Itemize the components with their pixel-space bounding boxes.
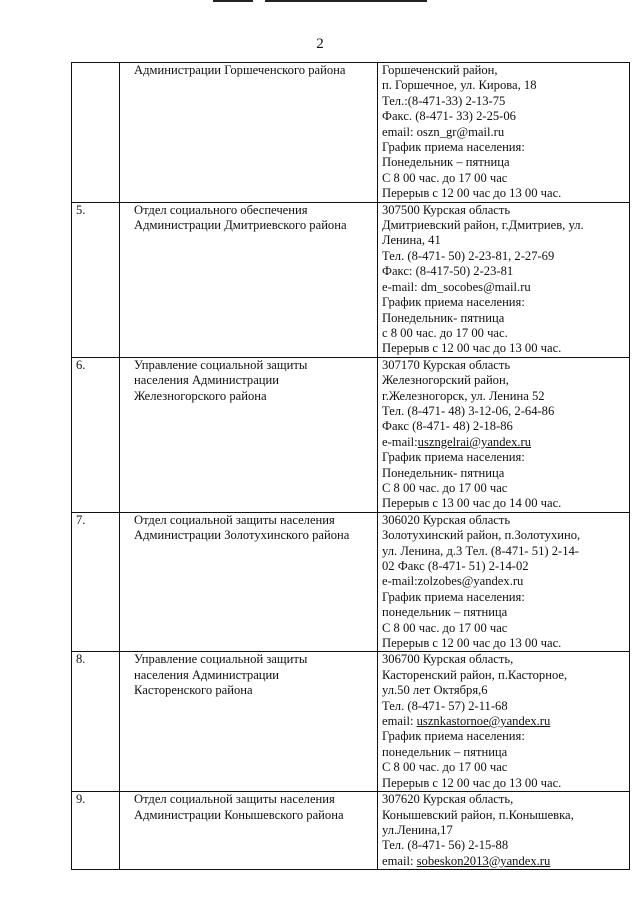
contact-text: С 8 00 час. до 17 00 час (382, 170, 508, 185)
contact-info-line (382, 605, 626, 620)
contact-info-line (382, 358, 626, 373)
contact-info-cell (378, 512, 630, 652)
contact-info-cell (378, 202, 630, 357)
contact-info-line (382, 745, 626, 760)
contact-text: г.Железногорск, ул. Ленина 52 (382, 388, 545, 403)
contact-text: Золотухинский район, п.Золотухино, (382, 528, 581, 543)
contact-info-line (382, 481, 626, 496)
row-number: 8. (72, 652, 120, 792)
contact-text: Перерыв с 13 00 час до 14 00 час. (382, 496, 562, 511)
agency-name-line: Отдел социальной защиты населения (134, 512, 335, 527)
contact-text: Тел. (8-471- 50) 2-23-81, 2-27-69 (382, 248, 555, 263)
contact-text: 02 Факс (8-471- 51) 2-14-02 (382, 559, 529, 573)
contact-info-line (382, 404, 626, 419)
contact-info-line (382, 823, 626, 838)
contact-text: email: oszn_gr@mail.ru (382, 124, 505, 139)
contact-info-line (382, 326, 626, 341)
contact-text: График приема населения: (382, 729, 525, 744)
agency-name-cell (120, 357, 378, 512)
contact-text: e-mail: dm_socobes@mail.ru (382, 279, 531, 294)
contact-text: 307500 Курская область (382, 202, 511, 217)
contact-info-line (382, 590, 626, 605)
contact-text: Тел. (8-471- 57) 2-11-68 (382, 698, 508, 713)
contact-text: e-mail:zolzobes@yandex.ru (382, 574, 524, 589)
contact-info-line (382, 125, 626, 140)
contact-text: Факс: (8-417-50) 2-23-81 (382, 264, 514, 279)
contact-text: С 8 00 час. до 17 00 час (382, 760, 508, 775)
agency-name-line: Отдел социального обеспечения (134, 202, 308, 217)
contact-text: Железногорский район, (382, 373, 509, 388)
contact-info-line (382, 854, 626, 869)
contact-text: Перерыв с 12 00 час до 13 00 час. (382, 636, 562, 651)
contact-info-line (382, 264, 626, 279)
contact-info-line (382, 714, 626, 729)
contact-info-line (382, 435, 626, 450)
table-row (72, 63, 630, 203)
contact-text: 307620 Курская область, (382, 792, 514, 807)
agency-name-cell (120, 792, 378, 870)
contact-info-line (382, 636, 626, 651)
contact-text: Понедельник- пятница (382, 465, 505, 480)
contact-info-line (382, 668, 626, 683)
contact-text: Факс. (8-471- 33) 2-25-06 (382, 109, 516, 124)
table-row (72, 652, 630, 792)
agency-name-line: Отдел социальной защиты населения (134, 792, 335, 807)
contact-info-line (382, 94, 626, 109)
contact-info-line (382, 729, 626, 744)
contact-info-line (382, 373, 626, 388)
contact-info-cell (378, 652, 630, 792)
contact-info-line (382, 513, 626, 528)
contact-text: ул.Ленина,17 (382, 822, 453, 837)
contact-info-line (382, 544, 626, 559)
contact-info-line (382, 203, 626, 218)
contact-text: 307170 Курская область (382, 357, 511, 372)
contact-info-line (382, 109, 626, 124)
contact-text: понедельник – пятница (382, 744, 508, 759)
contact-text: Тел. (8-471- 56) 2-15-88 (382, 838, 509, 853)
contact-info-line (382, 140, 626, 155)
contact-info-line (382, 760, 626, 775)
contact-text: ул. Ленина, д.3 Тел. (8-471- 51) 2-14- (382, 543, 579, 558)
agency-name-cell (120, 63, 378, 203)
contact-info-line (382, 78, 626, 93)
table-row (72, 792, 630, 870)
agency-name-cell (120, 652, 378, 792)
contact-info-line (382, 218, 626, 233)
contact-text: С 8 00 час. до 17 00 час (382, 480, 508, 495)
agency-name-line: Управление социальной защиты (134, 652, 308, 667)
contact-info-line (382, 389, 626, 404)
contact-info-line (382, 838, 626, 853)
contact-info-line (382, 496, 626, 511)
contact-info-line (382, 652, 626, 667)
contact-text: Факс (8-471- 48) 2-18-86 (382, 419, 513, 434)
contact-text: Перерыв с 12 00 час до 13 00 час. (382, 775, 562, 790)
agency-name-cell (120, 202, 378, 357)
contact-info-line (382, 792, 626, 807)
contact-text: Тел. (8-471- 48) 3-12-06, 2-64-86 (382, 403, 555, 418)
contact-text: График приема населения: (382, 589, 525, 604)
row-number: 5. (72, 202, 120, 357)
agency-name-line: Касторенского района (134, 683, 253, 698)
contact-text: Перерыв с 12 00 час до 13 00 час. (382, 341, 562, 356)
contact-text: Понедельник – пятница (382, 155, 510, 170)
contact-info-line (382, 249, 626, 264)
contact-info-line (382, 295, 626, 310)
contact-text: Ленина, 41 (382, 233, 441, 248)
row-number: 7. (72, 512, 120, 652)
agency-address-table (71, 62, 630, 870)
top-rule-right (265, 0, 427, 2)
contact-text: Понедельник- пятница (382, 310, 505, 325)
agency-name-line: Администрации Золотухинского района (134, 528, 350, 543)
agency-name-line: населения Администрации (134, 667, 280, 682)
contact-text: График приема населения: (382, 140, 525, 155)
row-number: 6. (72, 357, 120, 512)
contact-info-line (382, 808, 626, 823)
contact-text: email: (382, 714, 417, 729)
contact-info-line (382, 621, 626, 636)
contact-text: понедельник – пятница (382, 605, 508, 620)
contact-info-line (382, 776, 626, 791)
agency-name-line: Администрации Конышевского района (134, 807, 344, 822)
contact-info-cell (378, 357, 630, 512)
contact-text: С 8 00 час. до 17 00 час (382, 620, 508, 635)
top-rule-left (213, 0, 253, 2)
contact-text: График приема населения: (382, 295, 525, 310)
contact-text: с 8 00 час. до 17 00 час. (382, 325, 508, 340)
agency-name-cell (120, 512, 378, 652)
contact-info-cell (378, 792, 630, 870)
email-link[interactable]: sobeskon2013@yandex.ru (416, 853, 551, 868)
contact-info-line (382, 466, 626, 481)
agency-rows (72, 63, 630, 870)
contact-text: email: (382, 853, 417, 868)
table-row (72, 357, 630, 512)
agency-name-line: Администрации Дмитриевского района (134, 218, 347, 233)
email-link[interactable]: usznkastornoe@yandex.ru (416, 714, 551, 729)
contact-info-line (382, 559, 626, 574)
contact-info-line (382, 171, 626, 186)
contact-text: 306700 Курская область, (382, 652, 514, 667)
agency-name-line: населения Администрации (134, 373, 280, 388)
contact-text: Горшеченский район, (382, 63, 498, 77)
contact-info-line (382, 233, 626, 248)
row-number: 9. (72, 792, 120, 870)
contact-text: п. Горшечное, ул. Кирова, 18 (382, 78, 537, 93)
contact-info-line (382, 683, 626, 698)
contact-text: Дмитриевский район, г.Дмитриев, ул. (382, 218, 584, 233)
contact-info-line (382, 280, 626, 295)
contact-info-line (382, 419, 626, 434)
contact-text: e-mail: (382, 434, 418, 449)
contact-info-line (382, 311, 626, 326)
contact-info-line (382, 528, 626, 543)
contact-text: Касторенский район, п.Касторное, (382, 667, 568, 682)
contact-info-line (382, 574, 626, 589)
contact-info-line (382, 63, 626, 78)
agency-name-line: Железногорского района (134, 388, 267, 403)
agency-name-line: Администрации Горшеченского района (134, 63, 346, 77)
contact-info-line (382, 699, 626, 714)
email-link[interactable]: uszngelrai@yandex.ru (417, 434, 532, 449)
contact-info-line (382, 450, 626, 465)
contact-text: График приема населения: (382, 450, 525, 465)
page-number: 2 (316, 36, 324, 52)
table-row (72, 202, 630, 357)
contact-text: Перерыв с 12 00 час до 13 00 час. (382, 186, 562, 201)
table-row (72, 512, 630, 652)
contact-info-cell (378, 63, 630, 203)
contact-info-line (382, 341, 626, 356)
contact-text: ул.50 лет Октября,6 (382, 683, 488, 698)
agency-name-line: Управление социальной защиты (134, 357, 308, 372)
contact-info-line (382, 186, 626, 201)
contact-text: Конышевский район, п.Конышевка, (382, 807, 574, 822)
contact-text: 306020 Курская область (382, 512, 511, 527)
contact-text: Тел.:(8-471-33) 2-13-75 (382, 93, 506, 108)
row-number (72, 63, 120, 203)
contact-info-line (382, 155, 626, 170)
